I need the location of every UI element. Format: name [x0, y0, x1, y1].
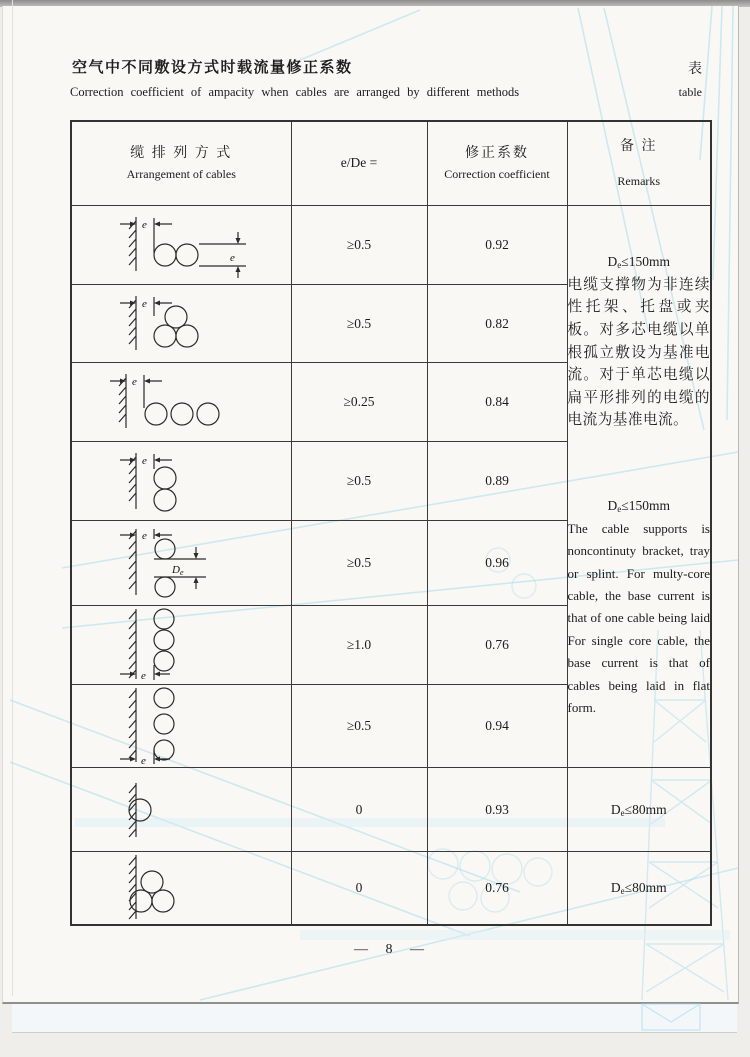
coefficient-cell: 0.96: [427, 521, 567, 606]
cable-circle: [130, 890, 152, 912]
cable-circle: [155, 539, 175, 559]
e-de-cell: ≥0.5: [291, 442, 427, 521]
remark-cell: $D_e\le 80mm$: [567, 852, 711, 926]
header-arrangement-zh: 缆 排 列 方 式: [130, 146, 233, 162]
header-arrangement-en: Arrangement of cables: [126, 166, 236, 181]
diagram-three-cables-vertical: [106, 607, 256, 683]
header-coefficient: [427, 121, 567, 206]
diagram-trefoil-on-wall: [106, 853, 256, 923]
coefficient-cell: 0.93: [427, 768, 567, 852]
wall-hatch: [129, 855, 136, 919]
cable-circle: [145, 403, 167, 425]
coefficient-cell: 0.89: [427, 442, 567, 521]
cable-circle: [155, 577, 175, 597]
dimension-e2-label: e: [230, 252, 236, 264]
e-de-cell: ≥0.5: [291, 521, 427, 606]
header-coefficient-en: Correction coefficient: [444, 166, 550, 181]
cable-circle: [154, 609, 174, 629]
dimension-e-label: e: [141, 670, 147, 682]
remark-zh-block: [568, 254, 711, 432]
corner-label-zh: 表: [688, 62, 702, 77]
e-de-cell: ≥0.5: [291, 285, 427, 363]
cable-circle: [197, 403, 219, 425]
cable-circle: [141, 871, 163, 893]
diagram-two-cables-spaced-de: [106, 525, 256, 601]
table-row: [71, 768, 711, 852]
cable-circle: [129, 799, 151, 821]
wall-hatch: [129, 783, 136, 837]
coefficient-cell: 0.76: [427, 852, 567, 926]
e-de-cell: ≥0.25: [291, 363, 427, 442]
dimension-de-label: De: [172, 564, 184, 577]
header-e-de-label: e/De =: [340, 155, 378, 171]
cable-circle: [152, 890, 174, 912]
coefficient-cell: 0.82: [427, 285, 567, 363]
dimension-e-label: e: [142, 219, 148, 231]
diagram-three-cables-vertical-spaced: [106, 686, 256, 766]
header-remarks: [567, 121, 711, 206]
remark-en-limit: $D_e\le 150mm$: [607, 498, 670, 515]
correction-coefficient-table: [70, 120, 712, 926]
arrangement-cell: [71, 685, 291, 768]
dimension-e-label: e: [132, 376, 138, 388]
cable-circle: [154, 489, 176, 511]
cable-circle: [154, 740, 174, 760]
page-title-zh: 空气中不同敷设方式时载流量修正系数: [72, 60, 353, 76]
page-title-en: Correction coefficient of ampacity when cables are arranged by different methods: [70, 85, 520, 99]
remark-en-body: The cable supports is noncontinuty bracket, tray or splint. For multy-core cable, the base current is that of one cable being laid For single core cable, the base current is that of cables being laid in flat form.: [567, 521, 710, 715]
cable-circle: [154, 325, 176, 347]
dimension-e-label: e: [141, 755, 147, 766]
cable-circle: [154, 714, 174, 734]
diagram-two-cables-horizontal: [106, 211, 256, 279]
coefficient-cell: 0.94: [427, 685, 567, 768]
arrangement-cell: [71, 285, 291, 363]
diagram-three-cables-horizontal: [96, 368, 266, 436]
arrangement-cell: [71, 363, 291, 442]
dimension-e-label: e: [142, 455, 148, 467]
remarks-merged-cell: [567, 206, 711, 768]
arrangement-cell: [71, 768, 291, 852]
e-de-cell: ≥0.5: [291, 206, 427, 285]
coefficient-cell: 0.92: [427, 206, 567, 285]
remark-zh-body: 电缆支撑物为非连续性托架、托盘或夹板。对多芯电缆以单根孤立敷设为基准电流。对于单芯电缆以扁平形排列的电缆的电流为基准电流。: [567, 276, 710, 429]
remark-cell: $D_e\le 80mm$: [567, 768, 711, 852]
header-remarks-en: Remarks: [617, 173, 661, 188]
header-remarks-zh: 备 注: [620, 139, 658, 155]
diagram-trefoil-spaced: [106, 290, 256, 358]
diagram-single-cable-on-wall: [106, 779, 256, 841]
wall-hatch: [129, 609, 136, 679]
wall-hatch: [129, 529, 136, 595]
cable-circle: [154, 651, 174, 671]
e-de-cell: 0: [291, 852, 427, 926]
arrangement-cell: [71, 206, 291, 285]
table-header-row: [71, 121, 711, 206]
dimension-e-label: e: [142, 530, 148, 542]
remark-en-block: [568, 498, 711, 719]
coefficient-cell: 0.76: [427, 606, 567, 685]
table-row: [71, 852, 711, 926]
header-e-de: [291, 121, 427, 206]
e-de-cell: 0: [291, 768, 427, 852]
cable-circle: [154, 688, 174, 708]
arrangement-cell: [71, 521, 291, 606]
cable-circle: [171, 403, 193, 425]
header-coefficient-zh: 修正系数: [465, 146, 529, 162]
cable-circle: [154, 467, 176, 489]
cable-circle: [154, 244, 176, 266]
arrangement-cell: [71, 852, 291, 926]
diagram-two-cables-vertical: [106, 447, 256, 515]
header-arrangement: [71, 121, 291, 206]
remark-zh-limit: $D_e\le 150mm$: [607, 253, 670, 270]
page-number: — 8 —: [354, 942, 426, 957]
cable-circle: [176, 244, 198, 266]
cable-circle: [176, 325, 198, 347]
coefficient-cell: 0.84: [427, 363, 567, 442]
wall-hatch: [129, 688, 136, 762]
e-de-cell: ≥1.0: [291, 606, 427, 685]
e-de-cell: ≥0.5: [291, 685, 427, 768]
corner-label-en: table: [678, 85, 702, 99]
cable-circle: [165, 306, 187, 328]
arrangement-cell: [71, 442, 291, 521]
dimension-e-label: e: [142, 297, 148, 310]
table-row: [71, 206, 711, 285]
corner-table-label: [650, 58, 702, 100]
arrangement-cell: [71, 606, 291, 685]
cable-circle: [154, 630, 174, 650]
